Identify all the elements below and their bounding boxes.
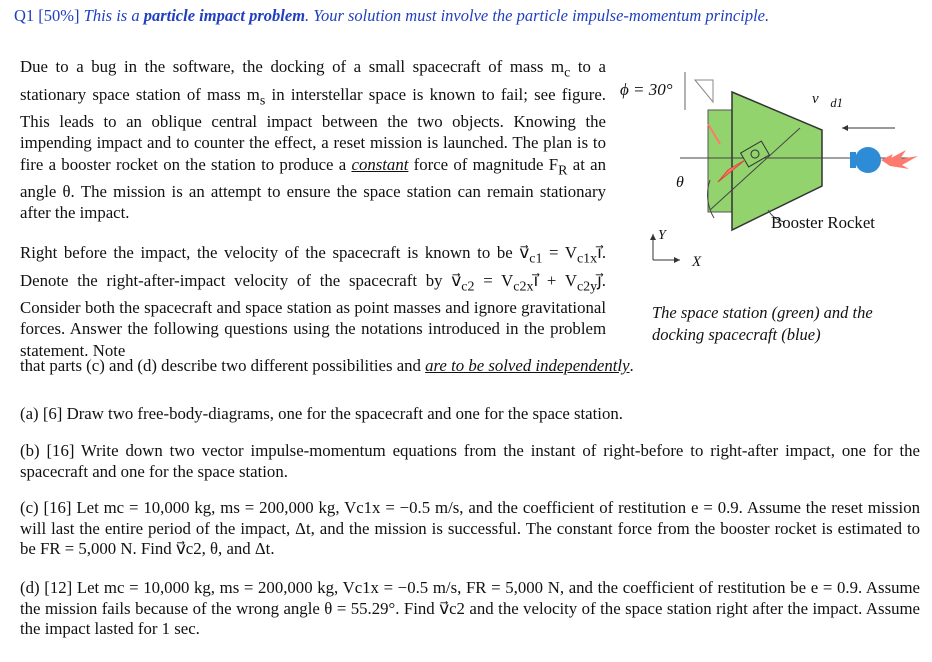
independently-underlined: are to be solved independently	[425, 356, 630, 375]
p2-text-1: Right before the impact, the velocity of the spacecraft is known to be v⃗	[20, 243, 530, 262]
y-axis-label: Y	[658, 228, 666, 243]
x-axis-head	[674, 257, 680, 263]
spacecraft-flame	[881, 150, 918, 169]
independence-note	[20, 356, 634, 376]
p2-text-3: ı⃗. Denote the right-after-impact velocity of the spacecraft by v⃗	[20, 243, 607, 290]
p1-text-3: in interstellar space is known to fail; see figure. This leads to an oblique central impact between the two objects. Knowing the impending impact and to counter the effect, a reset mission is launched. The plan is to fire a booster rocket on the station to produce a	[20, 84, 606, 174]
spacecraft-neck	[854, 156, 868, 164]
p2-text-5: ı⃗ + V	[533, 270, 577, 290]
vd1-label	[812, 91, 843, 111]
sub-c: c	[564, 65, 571, 81]
theta-label: θ	[676, 174, 684, 191]
problem-paragraph-2	[20, 242, 606, 361]
tail-text-2: .	[629, 356, 634, 375]
p1-text-5: at an angle θ. The mission is an attempt to ensure the space station can remain stationary after the impact.	[20, 154, 606, 223]
x-axis-label: X	[692, 254, 702, 270]
vd1-symbol: v⃗	[812, 91, 831, 107]
p2-text-6: ȷ⃗. Consider both the spacecraft and space station as point masses and ignore gravitational forces. Answer the following questions using the notations introduced in the problem statement. Note	[20, 270, 606, 360]
sub-R: R	[558, 162, 568, 178]
p1-text-4: force of magnitude F	[408, 154, 559, 174]
sub-s: s	[259, 92, 266, 108]
sub-c2y: c2y	[576, 278, 598, 294]
station-panel	[708, 110, 732, 212]
question-label: Q1 [50%]	[14, 6, 84, 25]
p1-text-1: Due to a bug in the software, the docking of a small spacecraft of mass m	[20, 57, 565, 76]
problem-paragraph-1	[20, 56, 606, 224]
question-header	[14, 6, 924, 26]
question-d: (d) [12] Let mc = 10,000 kg, ms = 200,000 kg, Vc1x = −0.5 m/s, FR = 5,000 N, and the coefficient of restitution be e = 0.9. Assume the mission fails because of the wrong angle θ = 55.29°. Find v⃗c2 and the velocity of the space station right after the impact. Assume the impact lasted for 1 sec.	[20, 578, 920, 638]
y-axis-head	[650, 234, 656, 240]
sub-d1: d1	[830, 96, 843, 110]
instruction-text: . Your solution must involve the particle impulse-momentum principle.	[305, 6, 770, 25]
p2-text-2: = V	[542, 243, 577, 262]
question-c: (c) [16] Let mc = 10,000 kg, ms = 200,000 kg, Vc1x = −0.5 m/s, and the coefficient of restitution e = 0.9. Assume the reset mission will last the entire period of the impact, Δt, and the mission is successful. The constant force from the booster rocket is estimated to be FR = 5,000 N. Find v⃗c2, θ, and Δt.	[20, 498, 920, 558]
phi-triangle	[695, 80, 713, 102]
booster-rocket-label: Booster Rocket	[771, 213, 875, 232]
sub-c1: c1	[529, 251, 543, 267]
intro-text: This is a	[83, 6, 144, 25]
sub-c2: c2	[461, 278, 475, 294]
tail-text-1: that parts (c) and (d) describe two different possibilities and	[20, 356, 426, 375]
question-a: (a) [6] Draw two free-body-diagrams, one for the spacecraft and one for the space station.	[20, 404, 623, 423]
p2-text-4: = V	[474, 270, 514, 290]
impact-figure	[610, 70, 930, 280]
p1-text-2: to a stationary space station of mass m	[20, 57, 606, 104]
vd1-arrow-head	[842, 125, 848, 131]
emphasis-text: particle impact problem	[143, 6, 306, 25]
figure-caption: The space station (green) and the docking spacecraft (blue)	[652, 303, 873, 344]
sub-c2x: c2x	[513, 278, 534, 294]
phi-label: ϕ = 30°	[620, 80, 673, 99]
constant-word: constant	[351, 154, 409, 174]
question-b: (b) [16] Write down two vector impulse-momentum equations from the instant of right-before to right-after impact, one for the spacecraft and one for the space station.	[20, 441, 920, 481]
sub-c1x: c1x	[576, 251, 598, 267]
